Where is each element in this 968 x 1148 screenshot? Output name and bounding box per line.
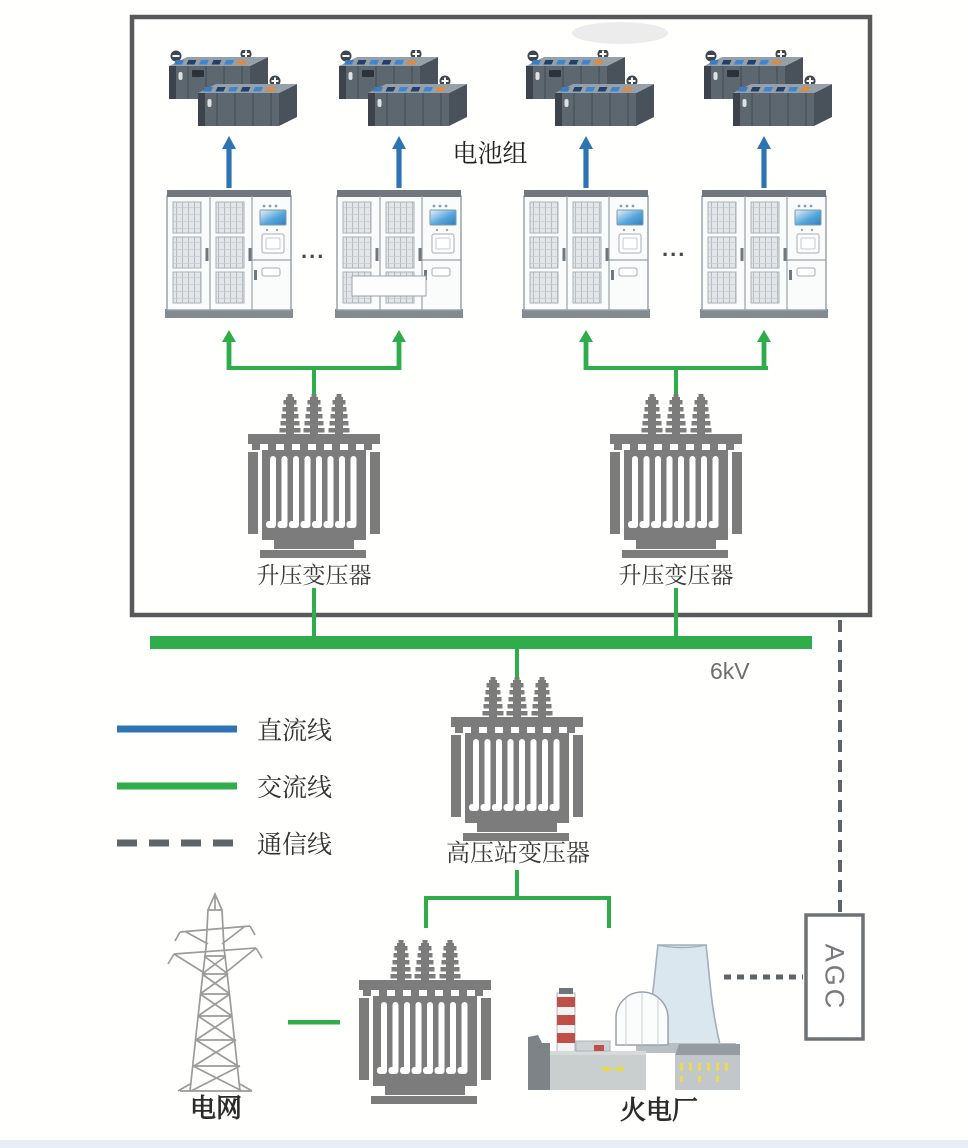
bus-voltage-label: 6kV: [710, 658, 750, 684]
legend: [115, 712, 375, 883]
ac-branch-left: [222, 330, 406, 395]
ac-branch-lower: [424, 870, 611, 928]
legend-comm-label: 通信线: [257, 831, 333, 859]
legend-row-ac: [115, 769, 375, 803]
legend-dc-label: 直流线: [257, 717, 333, 745]
grid-tower: [168, 894, 262, 1091]
battery-group-1: [169, 49, 297, 127]
dc-line-swatch: [115, 724, 239, 734]
ac-grid-link: [288, 1020, 340, 1025]
scan-artifact: [572, 22, 668, 44]
pcs-cabinet-3: [522, 190, 650, 318]
screenshot-edge-artifact: [0, 1140, 968, 1148]
ac-bus-tap: [515, 649, 519, 679]
legend-ac-label: 交流线: [257, 774, 333, 802]
ac-feeder-left: [312, 588, 316, 638]
pcs-cabinet-4: [700, 190, 828, 318]
power-grid-label: 电网: [189, 1093, 242, 1123]
pcs-cabinet-2: [335, 190, 463, 318]
comm-line-swatch: [115, 838, 239, 848]
thermal-plant: [528, 945, 740, 1090]
battery-group-3: [526, 49, 654, 127]
thermal-plant-label: 火电厂: [619, 1095, 698, 1125]
step-up-transformer-2: [610, 394, 742, 558]
battery-group-label: 电池组: [452, 140, 528, 168]
pcs-cabinet-1: [165, 190, 293, 318]
pcs-cabinet-2-drawer: [352, 276, 426, 296]
dc-arrow-2: [392, 136, 406, 188]
plant-main-building: [550, 1055, 646, 1090]
step-up-transformer-2-label: 升压变压器: [618, 562, 734, 588]
step-up-transformer-1: [248, 394, 380, 558]
dc-arrow-3: [579, 136, 593, 188]
dc-arrow-1: [222, 136, 236, 188]
ellipsis-right: ...: [662, 236, 687, 261]
station-transformer-label: 高压站变压器: [446, 840, 590, 867]
ac-line-swatch: [115, 781, 239, 791]
battery-group-4: [704, 49, 832, 127]
agc-label-wrap: [805, 915, 863, 1040]
ac-feeder-right: [674, 588, 678, 638]
ac-branch-right: [579, 330, 771, 395]
grid-transformer: [359, 940, 491, 1104]
station-transformer: [451, 677, 583, 841]
ellipsis-left: ...: [301, 238, 326, 263]
plant-turbine-hall: [675, 1055, 740, 1090]
battery-group-2: [339, 49, 467, 127]
ac-bus-6kv: [150, 636, 812, 649]
dc-arrow-4: [757, 136, 771, 188]
agc-label: AGC: [819, 943, 850, 1012]
legend-row-comm: [115, 826, 375, 860]
step-up-transformer-1-label: 升压变压器: [256, 562, 372, 588]
plant-dark-block: [528, 1035, 550, 1090]
legend-row-dc: [115, 712, 375, 746]
